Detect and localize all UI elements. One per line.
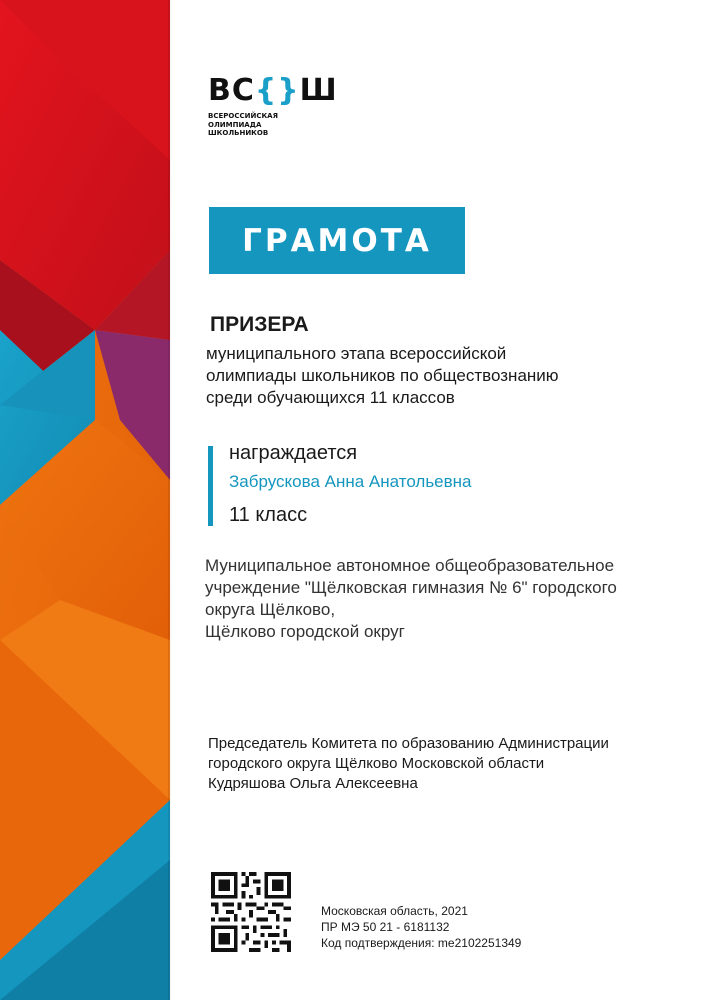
awardee-accent-bar xyxy=(208,446,213,526)
school-line: округа Щёлково, xyxy=(205,600,336,619)
certificate-title: ГРАМОТА xyxy=(242,222,432,259)
qr-code-icon xyxy=(211,872,291,952)
awarded-label: награждается xyxy=(229,442,358,464)
decorative-side-panel xyxy=(0,0,170,1000)
olympiad-description xyxy=(206,343,559,409)
awardee-class: 11 класс xyxy=(229,504,308,526)
description-line: олимпиады школьников по обществознанию xyxy=(206,366,559,385)
logo-subtitle-line: ОЛИМПИАДА xyxy=(208,120,262,129)
school-info xyxy=(205,555,617,643)
award-type: ПРИЗЕРА xyxy=(210,313,309,336)
footer-info xyxy=(321,903,521,951)
registry-number: ПР МЭ 50 21 - 6181132 xyxy=(321,920,450,934)
chairman-line: городского округа Щёлково Московской области xyxy=(208,755,545,772)
panel-edge-shadow xyxy=(168,0,172,1000)
confirmation-code: Код подтверждения: me2102251349 xyxy=(321,936,522,950)
school-line: Щёлково городской округ xyxy=(205,622,405,641)
logo-brace-close: } xyxy=(277,73,300,108)
logo-mark-right: Ш xyxy=(299,73,338,108)
school-line: учреждение "Щёлковская гимназия № 6" городского xyxy=(205,578,617,597)
logo-subtitle-line: ШКОЛЬНИКОВ xyxy=(208,129,269,137)
place-year: Московская область, 2021 xyxy=(321,904,468,918)
logo-subtitle xyxy=(208,112,338,138)
logo-brace-open: { xyxy=(254,73,278,108)
logo-mark-left: ВС xyxy=(208,73,255,108)
logo-subtitle-line: ВСЕРОССИЙСКАЯ xyxy=(208,112,278,120)
school-line: Муниципальное автономное общеобразовательное xyxy=(205,556,615,575)
logo-mark xyxy=(208,73,338,108)
title-banner xyxy=(209,207,465,274)
chairman-signature-block xyxy=(208,734,609,794)
description-line: муниципального этапа всероссийской xyxy=(206,344,507,363)
olympiad-logo xyxy=(208,73,338,138)
chairman-line: Кудряшова Ольга Алексеевна xyxy=(208,775,418,792)
chairman-line: Председатель Комитета по образованию Администрации xyxy=(208,735,609,752)
awardee-name: Забрускова Анна Анатольевна xyxy=(229,472,472,491)
description-line: среди обучающихся 11 классов xyxy=(206,388,455,407)
